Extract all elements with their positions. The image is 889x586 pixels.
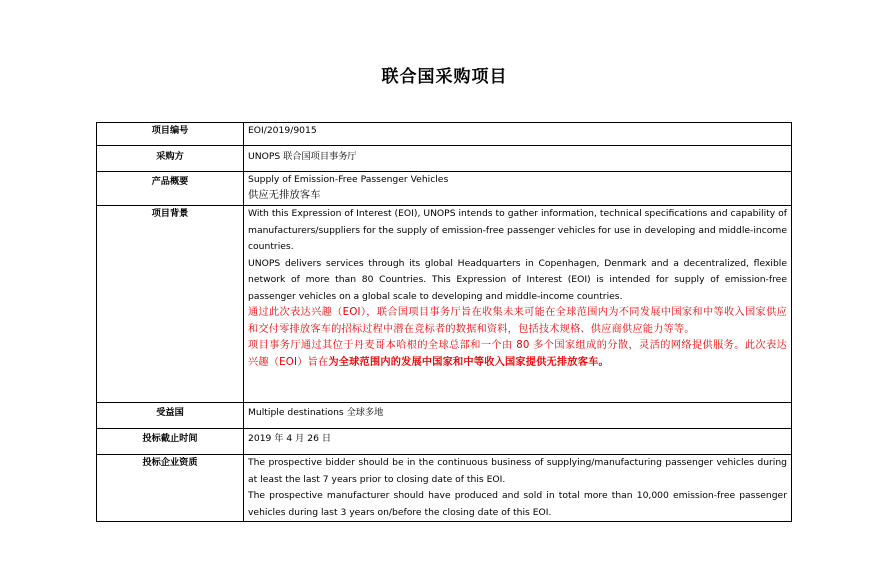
background-para2: UNOPS delivers services through its global Headquarters in Copenhagen, Denmark and a decentralized, flexible network of more than 80 Countries. This Expression of Interest (EOI) is intended for supply of emission-free passenger vehicles on a global scale to developing and middle-income countries.	[248, 257, 787, 302]
label-product: 产品概要	[97, 172, 244, 206]
value-deadline: 2019 年 4 月 26 日	[244, 429, 792, 455]
row-product	[97, 172, 792, 206]
qualification-para1: The prospective bidder should be in the continuous business of supplying/manufacturing passenger vehicles during at least the last 7 years prior to closing date of this EOI.	[248, 457, 787, 485]
background-para4-normal: 项目事务厅通过其位于丹麦哥本哈根的全球总部和一个由 80 多个国家组成的分散，灵活的网络提供服务。此次表达兴趣（EOI）旨在	[248, 340, 787, 368]
row-background	[97, 206, 792, 403]
row-deadline	[97, 429, 792, 455]
background-para3: 通过此次表达兴趣（EOI），联合国项目事务厅旨在收集未来可能在全球范围内为不同发展中国家和中等收入国家供应和交付零排放客车的招标过程中潜在竞标者的数据和资料，包括技术规格、供应商供应能力等等。	[248, 307, 787, 335]
value-project-no: EOI/2019/9015	[244, 123, 792, 146]
label-deadline: 投标截止时间	[97, 429, 244, 455]
row-beneficiary	[97, 403, 792, 429]
qualification-para2: The prospective manufacturer should have produced and sold in total more than 10,000 emission-free passenger vehicles during last 3 years on/before the closing date of this EOI.	[248, 490, 787, 518]
value-product	[244, 172, 792, 206]
label-background: 项目背景	[97, 206, 244, 403]
label-qualification: 投标企业资质	[97, 455, 244, 522]
label-purchaser: 采购方	[97, 146, 244, 172]
label-beneficiary: 受益国	[97, 403, 244, 429]
value-beneficiary: Multiple destinations 全球多地	[244, 403, 792, 429]
background-para4	[248, 338, 787, 371]
value-background	[244, 206, 792, 403]
value-qualification	[244, 455, 792, 522]
value-purchaser	[244, 146, 792, 172]
page-title: 联合国采购项目	[381, 67, 508, 87]
procurement-table	[96, 122, 792, 522]
row-project-no	[97, 123, 792, 146]
label-project-no: 项目编号	[97, 123, 244, 146]
row-purchaser	[97, 146, 792, 172]
background-para4-bold: 为全球范围内的发展中国家和中等收入国家提供无排放客车。	[328, 356, 609, 368]
product-cn: 供应无排放客车	[248, 189, 321, 201]
product-en: Supply of Emission-Free Passenger Vehicles	[248, 174, 449, 185]
purchaser-text: UNOPS 联合国项目事务厅	[248, 151, 357, 162]
background-para1: With this Expression of Interest (EOI), UNOPS intends to gather information, technical specifications and capability of manufacturers/suppliers for the supply of emission-free passenger vehicles for use in developing and middle-income countries.	[248, 208, 787, 252]
row-qualification	[97, 455, 792, 522]
